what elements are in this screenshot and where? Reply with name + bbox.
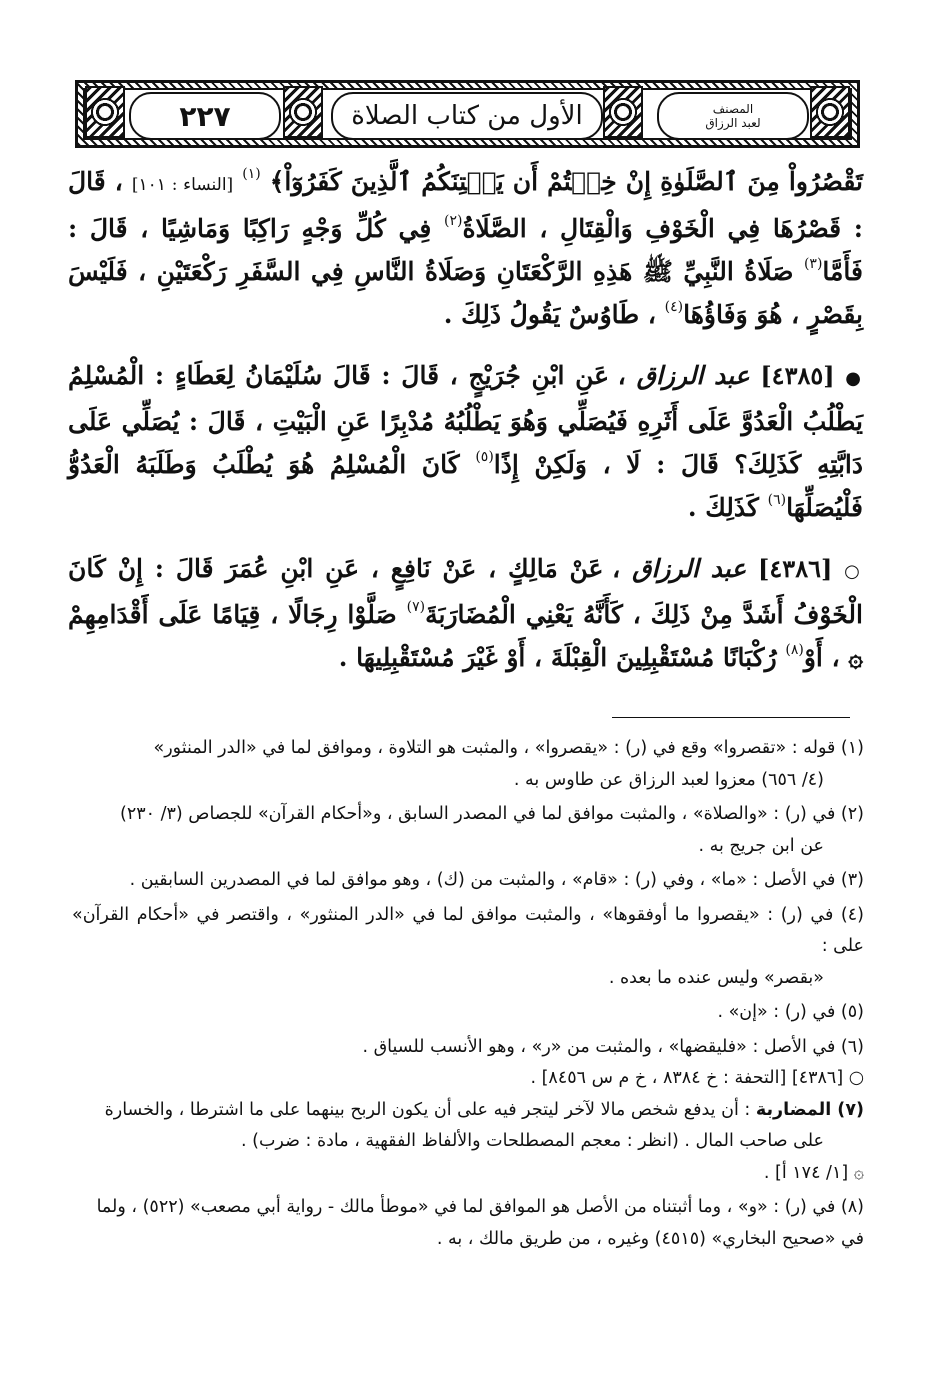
- footnote-line: (٥) في (ر) : «إن» .: [717, 1002, 864, 1022]
- book-logo: [657, 92, 809, 140]
- narrator-name: عبد الرزاق: [632, 554, 747, 583]
- ornament-knot-icon: [283, 86, 323, 138]
- text-segment: كَانَ الْمُسْلِمُ هُوَ يُطْلَبُ وَطَلَبَهُ الْعَدُوُّ فَلْيُصَلِّهَا: [68, 450, 863, 522]
- hadith-4386: [68, 547, 863, 679]
- footnote-7: [72, 1095, 864, 1158]
- running-title: الأول من كتاب الصلاة: [331, 92, 603, 140]
- footnote-line: ۞ [١/ ١٧٤ أ] .: [763, 1162, 864, 1183]
- hadith-4385: [68, 354, 863, 529]
- footnote-line: «بقصر» وليس عنده ما بعده .: [608, 967, 824, 988]
- verse-citation: [النساء : ١٠١]: [131, 175, 234, 195]
- footnote-line: ○ [٤٣٨٦] [التحفة : خ ٨٣٨٤ ، خ م س ٨٤٥٦] .: [530, 1068, 864, 1088]
- term-definition: : أن يدفع شخص مالا لآخر ليتجر فيه على أن يكون الربح بينهما على ما اشترطا ، والخسارة: [104, 1099, 751, 1120]
- footnote-line: (١) قوله : «تقصروا» وقع في (ر) : «يقصروا» ، والمثبت هو التلاوة ، وموافق لما في «الدر المنثور»: [153, 738, 864, 758]
- footnote-line: عن ابن جريج به .: [698, 835, 824, 856]
- narrator-name: عبد الرزاق: [636, 361, 750, 390]
- footnote-ref-6[interactable]: (٦): [767, 492, 787, 508]
- footnote-line: (٦) في الأصل : «فليقضها» ، والمثبت من «ر» ، وهو الأنسب للسياق .: [362, 1036, 864, 1057]
- term-label: (٧) المضاربة: [755, 1099, 864, 1120]
- footnote-6: [72, 1032, 864, 1064]
- text-segment: ، عَنْ مَالِكٍ ، عَنْ نَافِعٍ ، عَنِ ابْنِ عُمَرَ قَالَ : إِنْ كَانَ الْخَوْفُ أَشَدَّ مِنْ ذَلِكَ ، كَأَنَّهُ يَعْنِي الْمُضَارَبَةَ: [68, 554, 863, 629]
- footnote-ref-5[interactable]: (٥): [475, 449, 494, 465]
- footnote-ref-2[interactable]: (٢): [443, 213, 463, 229]
- footnote-ref-8[interactable]: (٨): [785, 642, 804, 658]
- text-segment: رُكْبَانًا مُسْتَقْبِلِينَ الْقِبْلَةَ ، أَوْ غَيْرَ مُسْتَقْبِلِيهَا .: [338, 643, 777, 672]
- page-number: ٢٢٧: [129, 92, 281, 140]
- hadith-number: [٤٣٨٦]: [758, 554, 833, 583]
- text-segment: ، عَنِ ابْنِ جُرَيْجٍ ، قَالَ : قَالَ سُلَيْمَانُ لِعَطَاءٍ : الْمُسْلِمُ يَطْلُبُ الْعَدُوَّ عَلَى أَثَرِهِ فَيُصَلِّي وَهُوَ يَطْلُبُهُ مُدْبِرًا عَنِ الْبَيْتِ ، قَالَ : يُصَلِّي عَلَى دَابَّتِهِ كَذَلِكَ؟ قَالَ : لَا ، وَلَكِنْ إِذًا: [68, 361, 863, 479]
- footnote-ref-1[interactable]: (١): [242, 166, 261, 182]
- footnote-separator: [612, 717, 850, 718]
- footnote-4: [72, 900, 864, 995]
- footnote-2: [72, 799, 864, 862]
- footnote-8: [72, 1192, 864, 1255]
- footnote-line: (٤) في (ر) : «يقصروا ما أوفقوها» ، والمثبت موافق لما في «الدر المنثور» ، واقتصر في «أحكام القرآن» على :: [72, 904, 864, 956]
- page-header: [75, 80, 860, 148]
- footnote-1: [72, 733, 864, 796]
- ornament-knot-icon: [85, 86, 125, 138]
- logo-line-2: لعبد الرزاق: [705, 116, 761, 130]
- footnote-5: [72, 997, 864, 1029]
- ornament-knot-icon: [810, 86, 850, 138]
- footnote-line: (٢) في (ر) : «والصلاة» ، والمثبت موافق لما في المصدر السابق ، و«أحكام القرآن» للجصاص (٣/ ٢٣٠): [120, 804, 864, 824]
- footnote-line: على صاحب المال . (انظر : معجم المصطلحات والألفاظ الفقهية ، مادة : ضرب) .: [241, 1131, 824, 1151]
- footnote-line: (٤/ ٦٥٦) معزوا لعبد الرزاق عن طاوس به .: [513, 769, 824, 790]
- text-segment: فِي كُلِّ وَجْهٍ رَاكِبًا وَمَاشِيًا ، قَالَ : فَأَمَّا: [68, 214, 863, 286]
- text-segment: صَلَّوْا رِجَالًا ، قِيَامًا عَلَى أَقْدَامِهِمْ ۞ ، أَوْ: [68, 600, 863, 672]
- footnote-ref-3[interactable]: (٣): [803, 256, 823, 272]
- hadith-marker-filled-icon: ●: [845, 368, 863, 389]
- main-text: [68, 160, 863, 679]
- quran-verse: تَقْصُرُواْ مِنَ ٱلصَّلَوٰةِ إِنْ خِفۡتُمْ أَن يَفۡتِنَكُمُ ٱلَّذِينَ كَفَرُوٓاْ﴾: [269, 167, 863, 196]
- text-segment: كَذَلِكَ .: [687, 493, 759, 522]
- logo-line-1: المصنف: [712, 102, 754, 116]
- tuhfa-reference: [72, 1063, 864, 1095]
- footnote-ref-4[interactable]: (٤): [664, 299, 684, 315]
- footnote-line: في «صحيح البخاري» (٤٥١٥) وغيره ، من طريق مالك ، به .: [436, 1228, 864, 1249]
- paragraph-continuation: [68, 160, 863, 336]
- hadith-number: [٤٣٨٥]: [760, 361, 835, 390]
- text-segment: صَلَاةُ النَّبِيِّ ﷺ هَذِهِ الرَّكْعَتَانِ وَصَلَاةُ النَّاسِ فِي السَّفَرِ رَكْعَتَيْنِ ، فَلَيْسَ بِقَصْرٍ ، هُوَ وَفَاؤُهَا: [68, 257, 863, 329]
- text-segment: ، طَاوُسٌ يَقُولُ ذَلِكَ .: [443, 300, 656, 329]
- text-segment: ، قَالَ : قَصْرُهَا فِي الْخَوْفِ وَالْقِتَالِ ، الصَّلَاةُ: [68, 167, 863, 243]
- hadith-marker-open-icon: ○: [844, 561, 863, 582]
- folio-reference: [72, 1158, 864, 1190]
- footnote-3: [72, 865, 864, 897]
- footnote-line: [72, 1095, 864, 1127]
- footnote-ref-7[interactable]: (٧): [406, 599, 426, 615]
- footnote-line: (٣) في الأصل : «ما» ، وفي (ر) : «قام» ، والمثبت من (ك) ، وهو موافق لما في المصدرين السابقين .: [129, 870, 864, 890]
- footnote-line: (٨) في (ر) : «و» ، وما أثبتناه من الأصل هو الموافق لما في «موطأ مالك - رواية أبي مصعب» (٥٢٢) ، ولما: [96, 1197, 864, 1217]
- footnotes: [72, 733, 864, 1258]
- ornament-knot-icon: [603, 86, 643, 138]
